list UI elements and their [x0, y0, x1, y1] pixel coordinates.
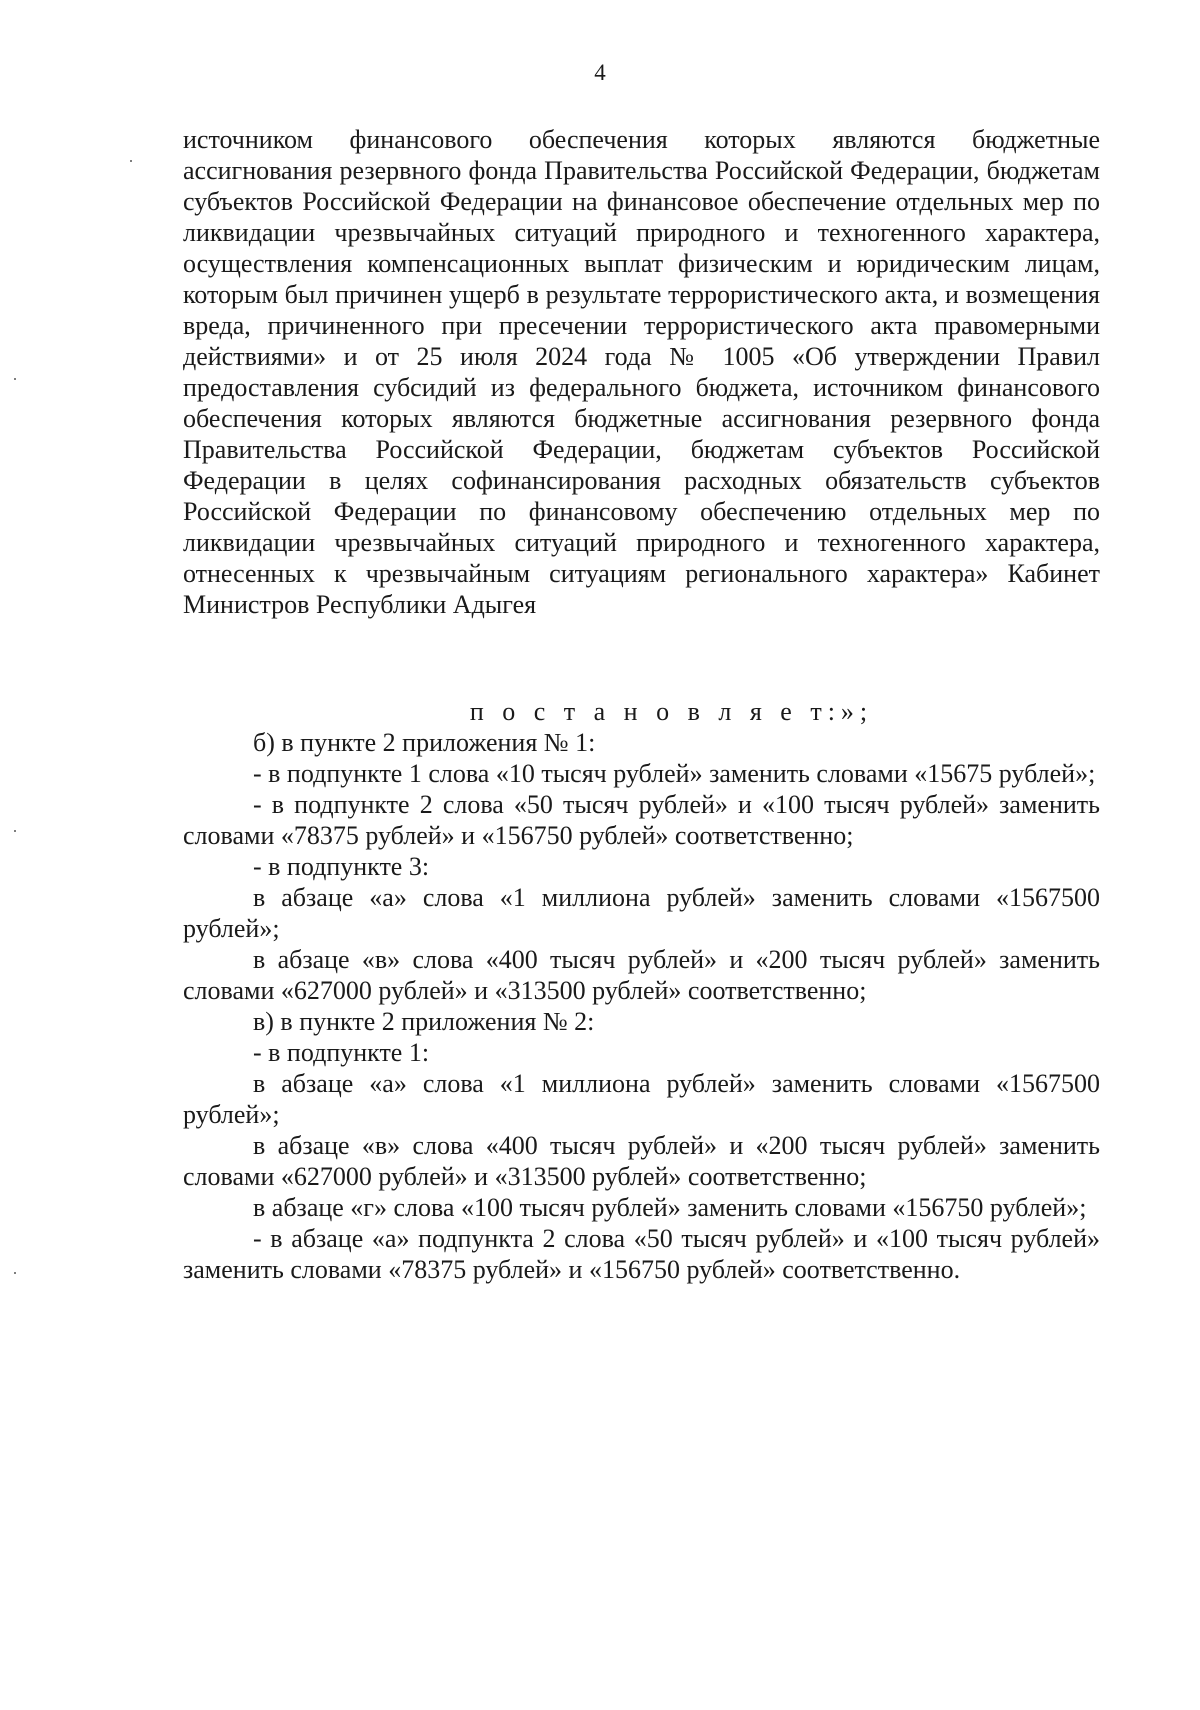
amendment-paragraph: в абзаце «а» слова «1 миллиона рублей» заменить словами «1567500 рублей»; [183, 1069, 1100, 1129]
scan-margin-mark [14, 378, 16, 380]
document-body [183, 124, 1100, 1285]
amendment-paragraph: - в подпункте 1 слова «10 тысяч рублей» заменить словами «15675 рублей»; [253, 759, 1096, 788]
amendment-paragraph: в абзаце «а» слова «1 миллиона рублей» заменить словами «1567500 рублей»; [183, 883, 1100, 943]
scan-margin-mark [14, 830, 16, 832]
amendment-paragraph: - в абзаце «а» подпункта 2 слова «50 тысяч рублей» и «100 тысяч рублей» заменить словами «78375 рублей» и «156750 рублей» соответственно. [183, 1224, 1100, 1284]
scan-margin-mark [130, 160, 132, 162]
amendment-paragraph: - в подпункте 1: [253, 1038, 430, 1067]
scan-margin-mark [14, 1272, 16, 1274]
page-number: 4 [594, 60, 606, 85]
amendment-paragraph: в) в пункте 2 приложения № 2: [253, 1007, 595, 1036]
opening-paragraph: источником финансового обеспечения которых являются бюджетные ассигнования резервного фонда Правительства Российской Федерации, бюджетам субъектов Российской Федерации на финансовое обеспечение отдельных мер по ликвидации чрезвычайных ситуаций природного и техногенного характера, осуществления компенсационных выплат физическим и юридическим лицам, которым был причинен ущерб в результате террористического акта, и возмещения вреда, причиненного при пресечении террористического акта правомерными действиями» и от 25 июля 2024 года № 1005 «Об утверждении Правил предоставления субсидий из федерального бюджета, источником финансового обеспечения которых являются бюджетные ассигнования резервного фонда Правительства Российской Федерации, бюджетам субъектов Российской Федерации в целях софинансирования расходных обязательств субъектов Российской Федерации по финансовому обеспечению отдельных мер по ликвидации чрезвычайных ситуаций природного и техногенного характера, отнесенных к чрезвычайным ситуациям регионального характера» Кабинет Министров Республики Адыгея [183, 125, 1100, 619]
amendment-paragraph: в абзаце «г» слова «100 тысяч рублей» заменить словами «156750 рублей»; [253, 1193, 1087, 1222]
amendment-paragraph: б) в пункте 2 приложения № 1: [253, 728, 596, 757]
decree-word: п о с т а н о в л я е т:»; [469, 697, 874, 726]
amendment-paragraph: - в подпункте 3: [253, 852, 430, 881]
amendment-paragraph: в абзаце «в» слова «400 тысяч рублей» и «200 тысяч рублей» заменить словами «627000 рублей» и «313500 рублей» соответственно; [183, 1131, 1100, 1191]
amendment-paragraph: - в подпункте 2 слова «50 тысяч рублей» и «100 тысяч рублей» заменить словами «78375 рублей» и «156750 рублей» соответственно; [183, 790, 1100, 850]
amendment-paragraph: в абзаце «в» слова «400 тысяч рублей» и «200 тысяч рублей» заменить словами «627000 рублей» и «313500 рублей» соответственно; [183, 945, 1100, 1005]
